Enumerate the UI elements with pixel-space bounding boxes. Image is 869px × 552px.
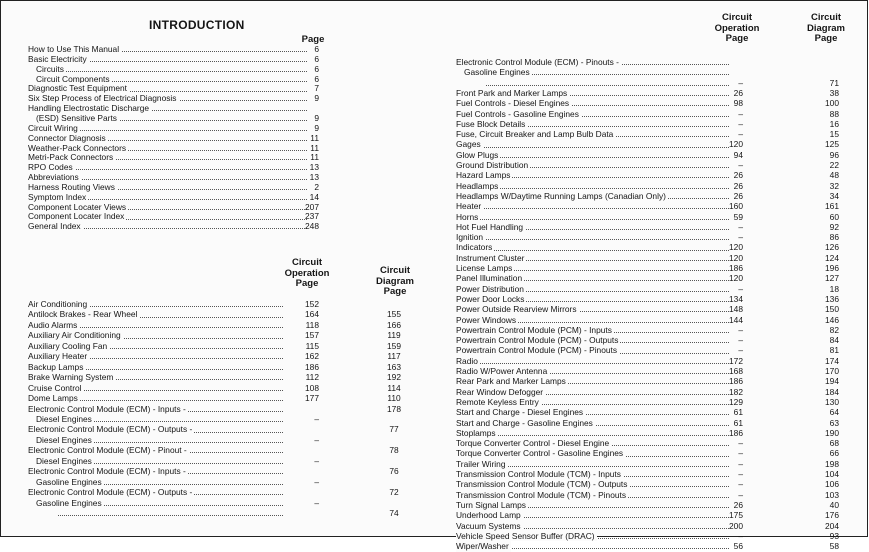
operation-page: 148 [729,304,743,315]
operation-page: 182 [729,386,743,397]
entry-label: Powertrain Control Module (PCM) - Outputs [456,335,619,346]
diagram-page: 192 [387,372,401,383]
diagram-page: 104 [825,469,839,479]
entry-label: Underhood Lamp [456,510,521,521]
page-number: 7 [314,83,319,94]
diagram-page: 16 [829,118,839,129]
index-entry [1,253,869,263]
introduction-title: INTRODUCTION [149,18,245,32]
diagram-page: 124 [825,252,839,263]
operation-page: – [314,413,319,424]
operation-page: – [738,160,743,170]
index-entry [1,541,869,551]
index-entry [1,490,869,500]
leader-dots [456,239,729,240]
entry-label: Fuse, Circuit Breaker and Lamp Bulb Data [456,129,614,140]
operation-page: 186 [305,361,319,372]
page-number: 13 [309,172,319,182]
entry-label: Horns [456,211,479,222]
entry-label: Radio W/Power Antenna [456,366,548,376]
entry-label: Fuse Block Details [456,118,526,129]
operation-page: 144 [729,314,743,325]
entry-label: Indicators [456,242,493,253]
entry-label: Audio Alarms [28,319,78,330]
entry-label: Cruise Control [28,382,82,393]
page-number: 9 [314,122,319,133]
entry-label: Electronic Control Module (ECM) - Pinout - [28,445,187,456]
page-number: 6 [314,63,319,74]
diagram-page: 150 [825,304,839,315]
entry-label: Heater [456,201,482,212]
diagram-page: 103 [825,489,839,500]
operation-page: 26 [733,87,743,98]
entry-label: Brake Warning System [28,372,114,383]
index-entry [1,149,869,163]
entry-label: Metri-Pack Connectors [28,152,114,163]
entry-label: Ignition [456,232,484,243]
index-entry [1,459,869,469]
entry-label: Ground Distribution [456,160,529,170]
index-entry [1,469,869,479]
entry-label: Transmission Control Module (TCM) - Outputs [456,479,628,490]
operation-page: 164 [305,309,319,320]
page-number: 11 [310,142,319,153]
operation-page: 98 [733,98,743,109]
operation-page: 186 [729,376,743,387]
entry-label: Harness Routing Views [28,181,115,192]
operation-page: 61 [733,417,743,428]
entry-label: Symptom Index [28,191,87,202]
index-entry [1,304,869,314]
entry-label: (ESD) Sensitive Parts [36,113,117,123]
entry-label: Remote Keyless Entry [456,396,539,407]
entry-label: Diesel Engines [36,455,92,466]
page-number: 9 [314,93,319,104]
entry-label: Radio [456,355,478,366]
entry-label: Power Distribution [456,283,524,294]
index-entry [1,531,869,541]
operation-page: 134 [729,293,743,304]
operation-page: 177 [305,393,319,404]
operation-page: 118 [305,319,319,330]
entry-label: Front Park and Marker Lamps [456,87,568,98]
entry-label: Circuits [36,63,64,74]
entry-label: Air Conditioning [28,299,88,309]
diagram-page: 18 [829,283,839,294]
diagram-page: 100 [825,98,839,109]
entry-label: Glow Plugs [456,149,499,160]
index-entry [1,232,869,242]
operation-page: 172 [729,355,743,366]
right-operation-header: Circuit Operation Page [714,12,760,44]
diagram-page: 194 [825,376,839,387]
index-entry [1,366,869,376]
operation-page: 108 [305,382,319,393]
entry-label: Start and Charge - Diesel Engines [456,407,584,418]
entry-label: Fuel Controls - Diesel Engines [456,98,570,109]
diagram-page: 114 [387,382,401,393]
operation-page: 186 [729,427,743,438]
operation-page: – [738,335,743,346]
operation-page: 61 [733,407,743,418]
diagram-page: 22 [829,160,839,170]
index-entry [1,284,869,294]
operation-page: 120 [729,273,743,284]
diagram-page: 130 [825,396,839,407]
diagram-page: 34 [829,190,839,201]
diagram-page: 159 [387,340,401,351]
entry-label: Transmission Control Module (TCM) - Inputs [456,469,621,479]
operation-page: 112 [305,372,319,383]
entry-label: Hazard Lamps [456,170,511,181]
entry-label: Powertrain Control Module (PCM) - Pinouts [456,345,618,356]
diagram-page: 88 [829,108,839,119]
index-entry [1,497,869,510]
entry-label: Gasoline Engines [36,497,102,508]
diagram-page: 96 [829,149,839,160]
entry-label: Headlamps [456,180,499,191]
index-entry [1,448,869,458]
page-number: 11 [310,132,319,143]
intro-page-header: Page [301,34,325,45]
operation-page: – [738,221,743,232]
diagram-page: 125 [825,139,839,150]
operation-page: 115 [305,340,319,351]
diagram-page: 60 [829,211,839,222]
index-entry [1,170,869,180]
page-number: 14 [309,191,319,202]
leader-dots [456,147,729,148]
index-entry [1,418,869,428]
entry-label: RPO Codes [28,162,73,173]
operation-page: 186 [729,263,743,273]
operation-page: – [738,530,743,541]
index-entry [1,476,869,490]
index-entry [1,521,869,531]
operation-page: – [738,345,743,356]
diagram-page: 119 [387,330,401,341]
operation-page: 160 [729,201,743,212]
diagram-page: 63 [829,417,839,428]
entry-label: Gasoline Engines [464,67,530,78]
index-entry [1,201,869,211]
diagram-page: 58 [829,541,839,552]
operation-page: – [738,479,743,490]
entry-label: Circuit Wiring [28,122,78,133]
diagram-page: 170 [825,366,839,376]
diagram-page: 74 [389,508,399,518]
page-number: 6 [314,53,319,64]
entry-label: Hot Fuel Handling [456,221,524,232]
diagram-page: 176 [825,510,839,521]
index-entry [1,67,869,77]
diagram-page: 48 [829,170,839,181]
diagram-page: 81 [829,345,839,356]
page-number: 13 [309,162,319,173]
index-entry [1,263,869,273]
entry-label: Diesel Engines [36,434,92,445]
entry-label: Connector Diagnosis [28,132,106,143]
leader-dots [456,250,729,251]
diagram-page: 93 [829,530,839,541]
entry-label: Circuit Components [36,73,110,84]
operation-page: – [738,489,743,500]
index-entry [1,325,869,335]
entry-label: Component Locater Views [28,201,127,212]
diagram-page: 76 [389,466,399,477]
diagram-page: 161 [825,201,839,212]
operation-page: – [738,129,743,140]
entry-label: Panel Illumination [456,273,523,284]
entry-label: Wiper/Washer [456,541,509,552]
operation-page: – [314,476,319,487]
page-number: 9 [314,113,319,123]
operation-page: – [738,232,743,243]
entry-label: Dome Lamps [28,393,78,404]
diagram-page: 78 [389,445,399,456]
index-entry [1,139,869,149]
entry-label: Handling Electrostatic Discharge [28,103,150,114]
entry-label: General Index [28,221,81,232]
left-diagram-header: Circuit Diagram Page [375,265,414,297]
right-diagram-header: Circuit Diagram Page [806,12,845,44]
operation-page: – [738,458,743,469]
operation-page: 162 [305,351,319,362]
index-entry [1,212,869,222]
diagram-page: 40 [829,499,839,510]
diagram-page: 106 [825,479,839,490]
operation-page: 120 [729,252,743,263]
index-entry [1,356,869,366]
left-operation-header: Circuit Operation Page [284,257,330,289]
diagram-page: 174 [825,355,839,366]
entry-label: Instrument Cluster [456,252,525,263]
index-entry [1,376,869,386]
operation-page: 59 [733,211,743,222]
entry-label: Power Outside Rearview Mirrors [456,304,577,315]
index-entry [1,315,869,325]
diagram-page: 82 [829,324,839,335]
diagram-page: 32 [829,180,839,191]
diagram-page: 86 [829,232,839,243]
entry-label: Vacuum Systems [456,520,521,531]
entry-label: Start and Charge - Gasoline Engines [456,417,593,428]
operation-page: 200 [729,520,743,531]
index-entry [1,397,869,407]
operation-page: – [738,448,743,459]
diagram-page: 198 [825,458,839,469]
entry-label: Diagnostic Test Equipment [28,83,128,94]
entry-label: Vehicle Speed Sensor Buffer (DRAC) [456,530,595,541]
page-number: 207 [305,201,319,212]
diagram-page: 92 [829,221,839,232]
entry-label: Electronic Control Module (ECM) - Pinouts - [456,57,619,67]
index-entry [1,88,869,98]
index-entry [1,387,869,397]
operation-page: 120 [729,242,743,253]
diagram-page: 66 [829,448,839,459]
index-entry [1,428,869,438]
entry-label: Fuel Controls - Gasoline Engines [456,108,579,119]
entry-label: Electronic Control Module (ECM) - Outputs - [28,487,193,498]
diagram-page: 72 [389,487,399,498]
leader-dots [456,363,729,364]
index-entry [1,294,869,304]
diagram-page: 71 [829,77,839,88]
operation-page: 129 [729,396,743,407]
index-entry [1,510,869,520]
operation-page: – [314,497,319,508]
diagram-page: 126 [825,242,839,253]
entry-label: Power Door Locks [456,293,525,304]
diagram-page: 77 [389,424,399,435]
diagram-page: 68 [829,438,839,449]
diagram-page: 155 [387,309,401,320]
entry-label: Auxiliary Heater [28,351,88,362]
index-entry [1,98,869,108]
operation-page: 120 [729,139,743,150]
operation-page: 94 [733,149,743,160]
page-number: 237 [305,211,319,222]
operation-page: – [738,469,743,479]
operation-page: 168 [729,366,743,376]
operation-page: – [738,108,743,119]
diagram-page: 178 [387,403,401,414]
entry-label: Component Locater Index [28,211,125,222]
entry-label: License Lamps [456,263,513,273]
entry-label: Electronic Control Module (ECM) - Outputs - [28,424,193,435]
operation-page: 152 [305,299,319,309]
entry-label: Backup Lamps [28,361,84,372]
operation-page: – [314,434,319,445]
entry-label: Power Windows [456,314,517,325]
operation-page: – [738,438,743,449]
index-entry [1,438,869,448]
entry-label: Auxiliary Cooling Fan [28,340,108,351]
page-number: 6 [314,73,319,84]
entry-label: Six Step Process of Electrical Diagnosis [28,93,177,104]
entry-label: Torque Converter Control - Diesel Engine [456,438,610,449]
index-entry [1,44,869,54]
entry-label: Weather-Pack Connectors [28,142,127,153]
entry-label: Powertrain Control Module (PCM) - Inputs [456,324,612,335]
diagram-page: 127 [825,273,839,284]
index-entry [1,181,869,191]
diagram-page: 136 [825,293,839,304]
entry-label: Diesel Engines [36,413,92,424]
diagram-page: 163 [387,361,401,372]
diagram-page: 117 [387,351,401,362]
index-entry [1,109,869,119]
diagram-page: 146 [825,314,839,325]
entry-label: How to Use This Manual [28,44,120,54]
entry-label: Turn Signal Lamps [456,499,526,510]
index-entry [1,57,869,67]
index-entry [1,129,869,139]
index-entry [1,78,869,88]
index-entry [1,242,869,252]
entry-label: Rear Window Defogger [456,386,544,397]
operation-page: 175 [729,510,743,521]
leader-dots [456,219,729,220]
entry-label: Trailer Wiring [456,458,506,469]
diagram-page: 38 [829,87,839,98]
diagram-page: 84 [829,335,839,346]
operation-page: 157 [305,330,319,341]
index-entry [1,335,869,345]
diagram-page: 184 [825,386,839,397]
index-entry [1,119,869,129]
entry-label: Headlamps W/Daytime Running Lamps (Canadian Only) [456,190,666,201]
entry-label: Electronic Control Module (ECM) - Inputs - [28,403,186,414]
entry-label: Torque Converter Control - Gasoline Engines [456,448,624,459]
entry-label: Transmission Control Module (TCM) - Pinouts [456,489,627,500]
operation-page: 26 [733,499,743,510]
operation-page: – [738,324,743,335]
entry-label: Auxiliary Air Conditioning [28,330,121,341]
diagram-page: 196 [825,263,839,273]
operation-page: – [738,118,743,129]
page-number: 6 [314,44,319,54]
entry-label: Gages [456,139,481,150]
index-entry [1,273,869,283]
leader-dots [456,208,729,209]
operation-page: 26 [733,170,743,181]
index-entry [1,160,869,173]
leader-dots [486,85,729,86]
diagram-page: 204 [825,520,839,531]
index-entry [1,191,869,201]
index-entry [1,407,869,417]
diagram-page: 64 [829,407,839,418]
index-entry [1,345,869,355]
operation-page: – [314,455,319,466]
entry-label: Stoplamps [456,427,496,438]
operation-page: 56 [733,541,743,552]
operation-page: 26 [733,190,743,201]
entry-label: Abbreviations [28,172,79,182]
page-number: 11 [310,152,319,163]
entry-label: Gasoline Engines [36,476,102,487]
entry-label: Basic Electricity [28,53,87,64]
index-entry [1,222,869,232]
entry-label: Rear Park and Marker Lamps [456,376,566,387]
operation-page: – [738,283,743,294]
entry-label: Antilock Brakes - Rear Wheel [28,309,138,320]
entry-label: Electronic Control Module (ECM) - Inputs - [28,466,186,477]
diagram-page: 190 [825,427,839,438]
operation-page: 26 [733,180,743,191]
page-number: 248 [305,221,319,232]
diagram-page: 15 [829,129,839,140]
page-number: 2 [314,181,319,192]
operation-page: – [738,77,743,88]
diagram-page: 110 [387,393,401,404]
diagram-page: 166 [387,319,401,330]
